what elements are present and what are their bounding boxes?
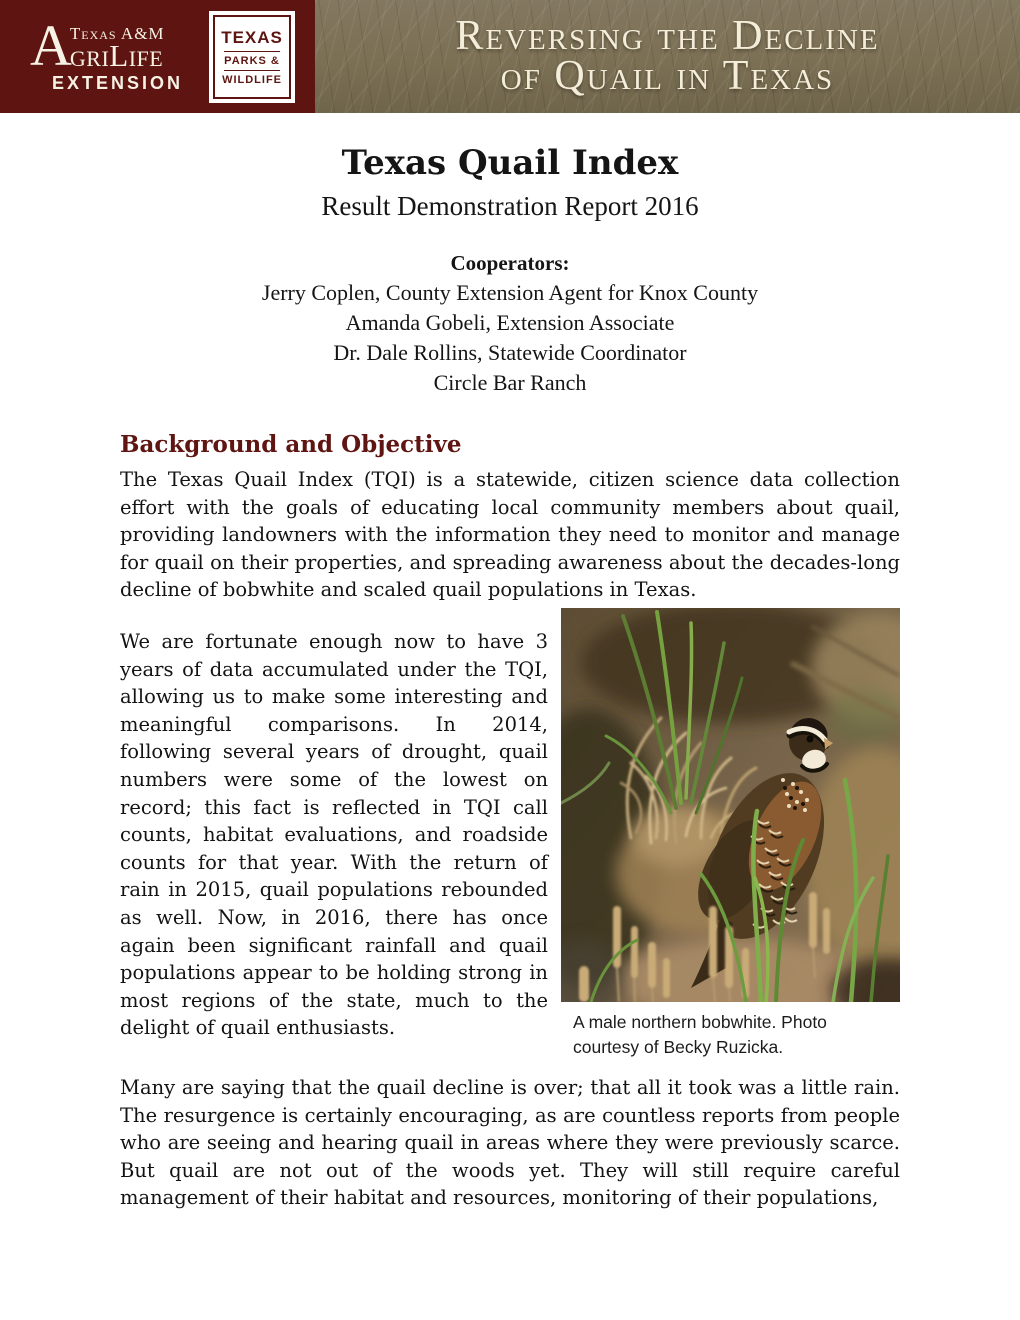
bobwhite-photo-illustration xyxy=(561,608,900,1002)
banner-title-line2: of Quail in Texas xyxy=(500,52,835,99)
paragraph-three-years-data: We are fortunate enough now to have 3 years of data accumulated under the TQI, allowing us to make some interesting and meaningful comparisons. In 2014, following several years of drought, quail numbers were some of the lowest on record; this fact is reflected in TQI call counts, habitat evaluations, and roadside counts for that year. With the return of rain in 2015, quail populations rebounded as well. Now, in 2016, there has once again been significant rainfall and quail populations appear to be holding strong in most regions of the state, much to the delight of quail enthusiasts. xyxy=(120,629,548,1040)
paragraph-quail-decline-over: Many are saying that the quail decline is over; that all it took was a little rain. The resurgence is certainly encouraging, as are countless reports from people who are seeing and hearing quail in areas where they were previously scarce. But quail are not out of the woods yet. They will still require careful management of their habitat and resources, monitoring of their populations, xyxy=(120,1075,900,1210)
two-column-row xyxy=(120,608,900,1060)
cooperator-line: Amanda Gobeli, Extension Associate xyxy=(345,310,675,335)
cooperators-heading: Cooperators: xyxy=(450,251,570,275)
banner-left-panel xyxy=(0,0,315,113)
agrilife-grilife-label: griLife xyxy=(69,38,164,74)
banner-title-panel xyxy=(315,0,1020,113)
cooperator-line: Dr. Dale Rollins, Statewide Coordinator xyxy=(333,340,687,365)
agrilife-extension-label: EXTENSION xyxy=(52,72,184,93)
photo-column xyxy=(561,608,900,1060)
texas-parks-wildlife-logo xyxy=(209,11,295,103)
cooperator-line: Jerry Coplen, County Extension Agent for Knox County xyxy=(261,280,759,305)
tpwd-divider xyxy=(224,70,280,71)
photo-caption: A male northern bobwhite. Photo courtesy of Becky Ruzicka. xyxy=(573,1011,827,1057)
agrilife-extension-logo xyxy=(30,13,184,93)
document-body xyxy=(120,143,900,1212)
bobwhite-photo xyxy=(561,608,900,1002)
cooperator-line: Circle Bar Ranch xyxy=(433,370,587,395)
agrilife-texas-am-label: Texas A&M xyxy=(69,24,165,44)
header-banner xyxy=(0,0,1020,113)
tpwd-parks-label: PARKS & xyxy=(224,54,280,67)
cooperators-block xyxy=(120,248,900,398)
page-title: Texas Quail Index xyxy=(341,143,679,183)
section-heading-background-and-objective: Background and Objective xyxy=(120,431,462,458)
tpwd-texas-label: TEXAS xyxy=(221,27,283,47)
paragraph-tqi-intro: The Texas Quail Index (TQI) is a statewide, citizen science data collection effort with the goals of educating local community members about quail, providing landowners with the information they need to monitor and manage for quail on their properties, and spreading awareness about the decades-long decline of bobwhite and scaled quail populations in Texas. xyxy=(120,468,900,602)
tpwd-wildlife-label: WILDLIFE xyxy=(222,73,282,86)
tpwd-divider xyxy=(224,51,280,52)
agrilife-big-a: A xyxy=(30,13,72,79)
page-subtitle: Result Demonstration Report 2016 xyxy=(321,191,699,221)
banner-title-line1: Reversing the Decline xyxy=(455,13,880,60)
